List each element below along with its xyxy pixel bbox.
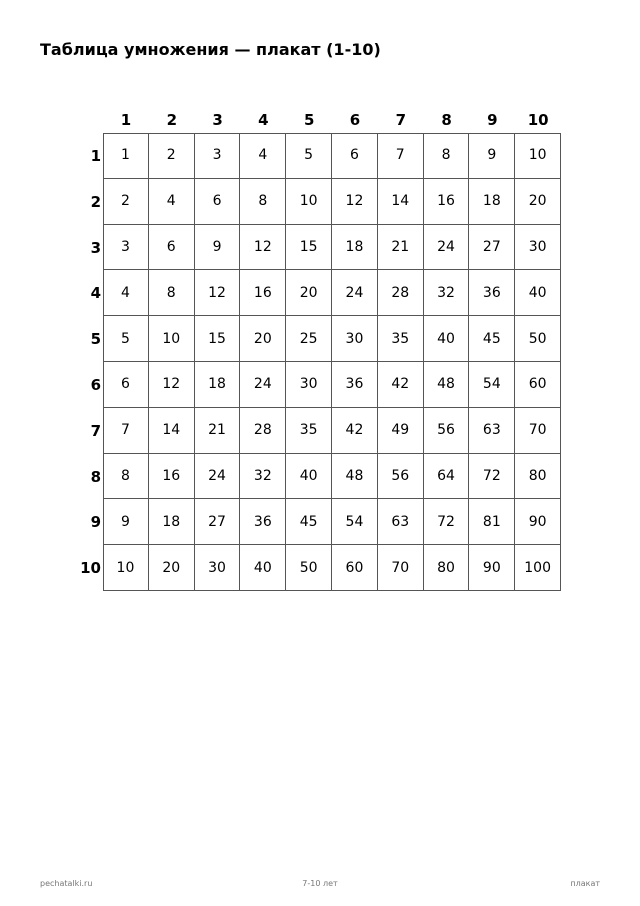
table-cell: 9 [469, 133, 515, 179]
table-cell: 16 [240, 270, 286, 316]
table-cell: 100 [515, 545, 561, 591]
column-header: 1 [120, 111, 132, 129]
table-cell: 8 [149, 270, 195, 316]
table-cell: 4 [103, 270, 149, 316]
table-cell: 20 [286, 270, 332, 316]
table-cell: 60 [515, 362, 561, 408]
footer-site: pechatalki.ru [40, 879, 93, 888]
table-cell: 8 [240, 179, 286, 225]
table-cell: 35 [378, 316, 424, 362]
table-cell: 27 [195, 499, 241, 545]
table-cell: 10 [103, 545, 149, 591]
row-header: 4 [90, 284, 101, 303]
table-cell: 14 [149, 408, 195, 454]
table-cell: 8 [424, 133, 470, 179]
table-cell: 24 [195, 454, 241, 500]
column-header: 5 [303, 111, 315, 129]
footer-type: плакат [570, 879, 600, 888]
table-cell: 20 [515, 179, 561, 225]
page-title: Таблица умножения — плакат (1-10) [40, 40, 381, 59]
table-cell: 30 [286, 362, 332, 408]
table-cell: 3 [195, 133, 241, 179]
table-cell: 28 [378, 270, 424, 316]
column-header: 10 [527, 111, 549, 129]
table-cell: 15 [195, 316, 241, 362]
table-cell: 6 [332, 133, 378, 179]
table-cell: 40 [286, 454, 332, 500]
table-cell: 5 [103, 316, 149, 362]
table-cell: 80 [424, 545, 470, 591]
table-cell: 20 [240, 316, 286, 362]
table-cell: 24 [240, 362, 286, 408]
row-headers [72, 133, 102, 591]
table-cell: 10 [515, 133, 561, 179]
table-cell: 80 [515, 454, 561, 500]
table-cell: 12 [332, 179, 378, 225]
table-cell: 81 [469, 499, 515, 545]
table-cell: 12 [195, 270, 241, 316]
row-header: 6 [90, 376, 101, 394]
row-header: 5 [90, 330, 101, 349]
table-cell: 18 [332, 225, 378, 271]
table-cell: 54 [469, 362, 515, 408]
table-cell: 18 [469, 179, 515, 225]
table-cell: 20 [149, 545, 195, 591]
row-header: 1 [90, 147, 101, 165]
row-header: 7 [90, 421, 101, 440]
table-cell: 72 [469, 454, 515, 500]
table-cell: 2 [149, 133, 195, 179]
table-cell: 50 [515, 316, 561, 362]
table-cell: 6 [195, 179, 241, 225]
column-header: 9 [487, 111, 498, 129]
table-cell: 16 [424, 179, 470, 225]
table-cell: 40 [424, 316, 470, 362]
table-cell: 30 [332, 316, 378, 362]
table-cell: 32 [424, 270, 470, 316]
row-header: 9 [90, 513, 101, 532]
table-cell: 48 [424, 362, 470, 408]
table-cell: 27 [469, 225, 515, 271]
table-cell: 21 [195, 408, 241, 454]
table-cell: 45 [469, 316, 515, 362]
row-header: 8 [90, 467, 101, 486]
table-cell: 54 [332, 499, 378, 545]
table-cell: 1 [103, 133, 149, 179]
table-cell: 36 [332, 362, 378, 408]
table-cell: 49 [378, 408, 424, 454]
table-cell: 50 [286, 545, 332, 591]
table-cell: 32 [240, 454, 286, 500]
column-header: 3 [212, 111, 223, 129]
table-cell: 42 [332, 408, 378, 454]
table-cell: 18 [195, 362, 241, 408]
table-cell: 30 [195, 545, 241, 591]
table-cell: 5 [286, 133, 332, 179]
table-cell: 36 [240, 499, 286, 545]
table-cell: 63 [469, 408, 515, 454]
table-cell: 18 [149, 499, 195, 545]
table-cell: 4 [240, 133, 286, 179]
table-cell: 10 [149, 316, 195, 362]
table-cell: 7 [378, 133, 424, 179]
table-cell: 90 [469, 545, 515, 591]
table-cell: 24 [332, 270, 378, 316]
table-cell: 25 [286, 316, 332, 362]
table-cell: 6 [149, 225, 195, 271]
table-cell: 36 [469, 270, 515, 316]
table-cell: 24 [424, 225, 470, 271]
table-cell: 16 [149, 454, 195, 500]
column-header: 4 [258, 111, 269, 129]
column-header: 2 [166, 111, 178, 129]
table-cell: 14 [378, 179, 424, 225]
table-cell: 28 [240, 408, 286, 454]
table-cell: 90 [515, 499, 561, 545]
table-cell: 30 [515, 225, 561, 271]
table-cell: 2 [103, 179, 149, 225]
table-cell: 12 [240, 225, 286, 271]
footer-age: 7-10 лет [302, 879, 338, 888]
table-cell: 10 [286, 179, 332, 225]
table-cell: 9 [195, 225, 241, 271]
table-cell: 60 [332, 545, 378, 591]
table-cell: 48 [332, 454, 378, 500]
column-header: 7 [395, 111, 407, 129]
table-cell: 6 [103, 362, 149, 408]
column-headers [103, 109, 561, 131]
table-cell: 7 [103, 408, 149, 454]
table-cell: 40 [240, 545, 286, 591]
table-cell: 40 [515, 270, 561, 316]
table-cell: 56 [378, 454, 424, 500]
table-cell: 8 [103, 454, 149, 500]
row-header: 10 [80, 559, 101, 578]
table-cell: 70 [515, 408, 561, 454]
table-cell: 12 [149, 362, 195, 408]
table-cell: 63 [378, 499, 424, 545]
table-cell: 35 [286, 408, 332, 454]
row-header: 2 [90, 192, 101, 211]
column-header: 6 [349, 111, 361, 129]
table-cell: 64 [424, 454, 470, 500]
table-cell: 45 [286, 499, 332, 545]
table-cell: 21 [378, 225, 424, 271]
table-cell: 70 [378, 545, 424, 591]
table-cell: 56 [424, 408, 470, 454]
table-cell: 3 [103, 225, 149, 271]
table-cell: 72 [424, 499, 470, 545]
row-header: 3 [90, 238, 101, 257]
table-cell: 4 [149, 179, 195, 225]
column-header: 8 [441, 111, 452, 129]
multiplication-grid [103, 133, 561, 591]
table-cell: 15 [286, 225, 332, 271]
table-cell: 9 [103, 499, 149, 545]
table-cell: 42 [378, 362, 424, 408]
